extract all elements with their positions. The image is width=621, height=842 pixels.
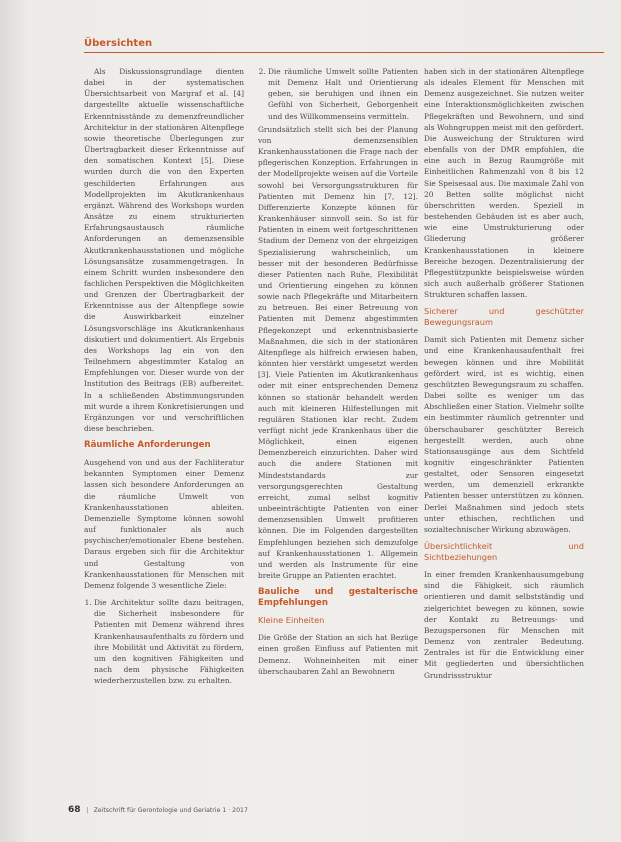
paragraph: Als Diskussionsgrundlage dienten dabei in der systematischen Übersichtsarbeit von Margraf et al. [4] dargestellte aktuelle wissenschaftliche Erkenntnisstände zu demenzfreundlicher Architektur in der stationären Altenpflege sowie theoretische Überlegungen zur Übertragbarkeit dieser Erkenntnisse auf den somatischen Kontext [5]. Diese wurden durch die von den Experten geschilderten Erfahrungen aus Modellprojekten im Akutkrankenhaus ergänzt. Während des Workshops wurden Ansätze zu einem strukturierten Erfahrungsaustausch räumliche Anforderungen an demenzsensible Akutkrankenhausstationen und mögliche Lösungsansätze zusammengetragen. In einem Schritt wurden insbesondere den fachlichen Perspektiven die Möglichkeiten und Grenzen der Übertragbarkeit der Erkenntnisse aus der Altenpflege sowie die Auswirkbarkeit einzelner Lösungsvorschläge ins Akutkrankenhaus diskutiert und dokumentiert. Als Ergebnis des Workshops lag ein von den Teilnehmern abgestimmter Katalog an Empfehlungen vor. Dieser wurde von der Institution des Beitrags (EB) aufbereitet. In a schließenden Abstimmungsrunden mit wurde a ihrem Konkretisierungen und Ergänzungen vor und verschriftlichen diese beschrieben. — [84, 67, 244, 433]
paragraph: Grundsätzlich stellt sich bei der Planung von demenzsensiblen Krankenhausstationen die Frage nach der pflegerischen Konzeption. Erfahrungen in der Modellprojekte weisen auf die Vorteile sowohl bei Versorgungsstrukturen für Patienten mit Demenz hin [7, 12]. Differenzierte Konzepte können für Krankenhäuser sinnvoll sein. So ist für Patienten in einem weit fortgeschrittenen Stadium der Demenz von der ehrgeizigen Spezialisierung wahrscheinlich, um besser mit der besonderen Bedürfnisse dieser Patienten nach Ruhe, Flexibilität und Orientierung eingehen zu können sowie nach Pflegekräfte und Mitarbeitern zu betreuen. Bei einer Betreuung von Patienten mit Demenz abgestimmten Pflegekonzept und erkenntnisbasierte Maßnahmen, die sich in der stationären Altenpflege als hilfreich erwiesen haben, könnten hier verstärkt umgesetzt werden [3]. Viele Patienten im Akutkrankenhaus oder mit einer entsprechenden Demenz können so stationär behandelt werden auch mit kleineren Hilfestellungen mit regulären Stationen klar recht. Zudem verfügt nicht jede Krankenhaus über die Möglichkeit, einen eigenen Demenzbereich einzurichten. Daher wird auch die andere Stationen mit Mindeststandards zur versorgungsgerechten Gestaltung erreicht, zumal selbst kognitiv unbeeinträchtigte Patienten von einer demenzsensiblen Umwelt profitieren können. Die im Folgenden dargestellten Empfehlungen beziehen sich demzufolge auf Krankenhausstationen 1. Allgemein und werden als Instrumente für eine breite Gruppe an Patienten erachtet. — [258, 124, 418, 581]
list-item: 1. Die Architektur sollte dazu beitragen, die Sicherheit insbesondere für Patienten mit Demenz während ihres Krankenhausaufenthalts zu fördern und ihre Mobilität und Aktivität zu fördern, um den kognitiven Fähigkeiten und nach dem physische Fähigkeiten wiederherzustellen bzw. zu erhalten. — [94, 597, 244, 686]
journal-name: Zeitschrift für Gerontologie und Geriatrie 1 · 2017 — [93, 807, 248, 814]
footer-divider: | — [86, 807, 89, 814]
text-column-3 — [424, 66, 584, 687]
section-heading: Räumliche Anforderungen — [84, 440, 211, 451]
paragraph: Die Größe der Station an sich hat Bezüge einen großen Einfluss auf Patienten mit Demenz. Wohneinheiten mit einer überschaubaren Zahl an Bewohnern — [258, 633, 418, 676]
list-item: 2. Die räumliche Umwelt sollte Patienten mit Demenz Halt und Orientierung geben, sie beruhigen und ihnen ein Gefühl von Sicherheit, Geborgenheit und des Willkommenseins vermitteln. — [268, 66, 418, 122]
subsection-heading: Kleine Einheiten — [258, 615, 325, 626]
paragraph: haben sich in der stationären Altenpflege als ideales Element für Menschen mit Demenz ausgezeichnet. Sie nutzen weiter eine Interaktionsmöglichkeiten zwischen Pflegekräften und Bewohnern, und sind als Wohngruppen meist mit den gefördert. Die Ausweichung der Strukturen wird ebenfalls von der DMR empfohlen, die eine auch in Bezug Raumgröße mit Einheitlichen Rahmenzahl von 8 bis 12 Sie Speisesaal aus. Die maximale Zahl von 20 Betten sollte möglichst nicht überschritten werden. Speziell in bestehenden Gebäuden ist es aber auch, wie eine Umstrukturierung oder Gliederung größerer Krankenhausstationen in kleinere Bereiche bezogen. Dezentralisierung der Pflegestützpunkte beispielsweise würden sich auch außerhalb größerer Stationen Strukturen schaffen lassen. — [424, 67, 584, 300]
text-column-1 — [84, 66, 244, 688]
section-heading: Bauliche und gestalterische Empfehlungen — [258, 587, 418, 609]
page-footer — [68, 805, 248, 815]
page-number: 68 — [68, 805, 81, 815]
subsection-heading: Sicherer und geschützter Bewegungsraum — [424, 306, 584, 328]
paragraph: Damit sich Patienten mit Demenz sicher und eine Krankenhausaufenthalt frei bewegen können und ihre Mobilität gefördert wird, ist es wichtig, einen geschützten Bewegungsraum zu schaffen. Dabei sollte es weniger um das Abschließen einer Station. Vielmehr sollte ein bestimmter räumlich getrennter und überschaubarer geschützter Bereich hergestellt werden, auch ohne Stationsausgänge aus dem Sichtfeld kognitiv eingeschränkter Patienten gestaltet, oder Sensoren eingesetzt werden, um demenziell erkrankte Patienten besser unterstützen zu können. Derlei Maßnahmen sind jedoch stets unter ethischen, rechtlichen und sozialtechnischer Wirkung abzuwägen. — [424, 335, 584, 534]
section-rule — [84, 52, 604, 53]
subsection-heading: Übersichtlichkeit und Sichtbeziehungen — [424, 541, 584, 563]
section-label: Übersichten — [84, 38, 153, 49]
paragraph: Ausgehend von und aus der Fachliteratur bekannten Symptomen einer Demenz lassen sich besondere Anforderungen an die räumliche Umwelt von Krankenhausstationen ableiten. Demenzielle Symptome können sowohl auf funktionaler als auch psychischer/emotionaler Ebene bestehen. Daraus ergeben sich für die Architektur und Gestaltung von Krankenhausstationen für Menschen mit Demenz folgende 3 wesentliche Ziele: — [84, 458, 244, 590]
goal-list-continued — [258, 66, 418, 122]
paragraph: In einer fremden Krankenhausumgebung sind die Fähigkeit, sich räumlich orientieren und damit selbstständig und zielgerichtet bewegen zu können, sowie der Kontakt zu Betreuungs- und Bezugspersonen für Menschen mit Demenz von zentraler Bedeutung. Zentrales ist für die Entwicklung einer Mit gegliederten und übersichtlichen Grundrissstruktur — [424, 570, 584, 680]
goal-list — [84, 597, 244, 686]
text-column-2 — [258, 66, 418, 683]
